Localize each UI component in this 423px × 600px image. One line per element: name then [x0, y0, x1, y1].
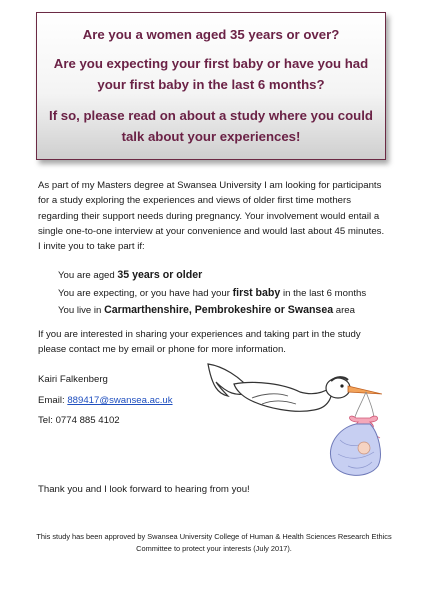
eligibility-list [58, 267, 398, 320]
criterion-first-baby: You are expecting, or you have had your first baby in the last 6 months [58, 286, 367, 299]
criterion-age: You are aged 35 years or older [58, 269, 203, 281]
stork-head-icon [326, 378, 350, 398]
banner-line-age: Are you a women aged 35 years or over? [82, 27, 340, 42]
contact-name: Kairi Falkenberg [38, 374, 108, 385]
ethics-approval-note: This study has been approved by Swansea University College of Human & Health Sciences Research Ethics Committee to protect your interests (July 2017). [36, 532, 392, 553]
contact-phone: Tel: 0774 885 4102 [38, 415, 120, 426]
invite-paragraph: If you are interested in sharing your experiences and taking part in the study please contact me by email or phone for more information. [38, 329, 361, 356]
baby-face-icon [358, 442, 370, 454]
stork-body-icon [234, 382, 331, 411]
stork-beak-icon [348, 386, 382, 394]
baby-bundle-icon [330, 424, 380, 475]
banner-line-first-baby: Are you expecting your first baby or have you had your first baby in the last 6 months? [53, 56, 369, 92]
criterion-location: You live in Carmarthenshire, Pembrokeshire or Swansea area [58, 304, 355, 316]
stork-illustration [206, 362, 382, 480]
banner-line-read-on: If so, please read on about a study where you could talk about your experiences! [49, 108, 373, 144]
email-link[interactable]: 889417@swansea.ac.uk [67, 395, 173, 406]
contact-email [38, 393, 228, 408]
headline-banner [36, 12, 386, 160]
intro-paragraph: As part of my Masters degree at Swansea University I am looking for participants for a study exploring the experiences and views of older first time mothers regarding their support needs during pregnancy. Your involvement would entail a single one-to-one interview at your convenience and would last about 45 minutes. I invite you to take part if: [38, 180, 385, 253]
thank-you-line: Thank you and I look forward to hearing from you! [38, 484, 250, 495]
email-label: Email: [38, 395, 68, 406]
